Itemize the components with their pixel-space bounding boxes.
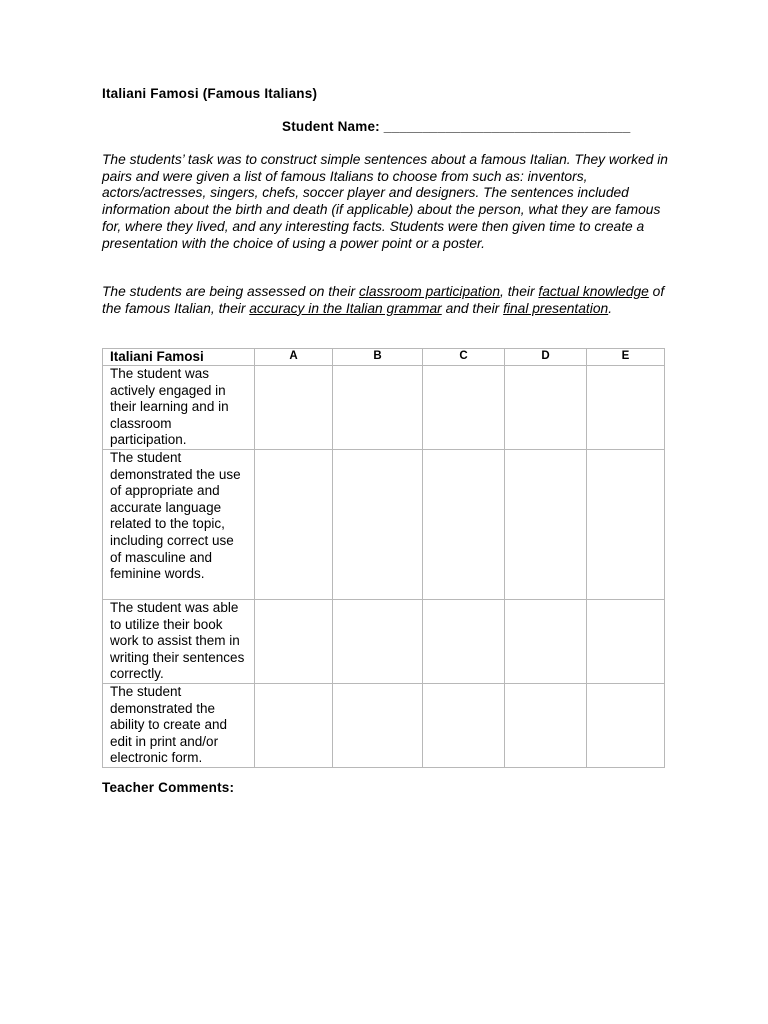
- grade-cell: [255, 366, 333, 450]
- grade-cell: [505, 366, 587, 450]
- grade-cell: [255, 684, 333, 768]
- assessment-underline-grammar: accuracy in the Italian grammar: [249, 300, 442, 316]
- teacher-comments-label: Teacher Comments:: [102, 780, 235, 795]
- grade-cell: [423, 450, 505, 600]
- criterion-language: The student demonstrated the use of appropriate and accurate language related to the topic, including correct use of masculine and feminine words.: [103, 450, 255, 600]
- rubric-header-row: [103, 349, 665, 366]
- assessment-text-5: .: [608, 300, 613, 316]
- grade-cell: [423, 684, 505, 768]
- grade-cell: [505, 684, 587, 768]
- grade-cell: [505, 450, 587, 600]
- grade-cell: [255, 600, 333, 684]
- table-row: [103, 600, 665, 684]
- grade-cell: [587, 450, 665, 600]
- grade-cell: [505, 600, 587, 684]
- grade-cell: [333, 684, 423, 768]
- table-row: [103, 684, 665, 768]
- rubric-header-title: Italiani Famosi: [103, 349, 255, 366]
- grade-header-c: C: [423, 349, 505, 366]
- student-name-label: Student Name: ________________________________: [282, 119, 631, 134]
- assessment-underline-participation: classroom participation: [358, 284, 501, 299]
- grade-cell: [333, 366, 423, 450]
- table-row: [103, 366, 665, 450]
- grade-header-d: D: [505, 349, 587, 366]
- criterion-participation: The student was actively engaged in their learning and in classroom participation.: [103, 366, 255, 450]
- document-title: Italiani Famosi (Famous Italians): [102, 86, 318, 101]
- grade-cell: [333, 450, 423, 600]
- assessment-text-4: and their: [441, 300, 504, 316]
- grade-header-a: A: [255, 349, 333, 366]
- grade-cell: [333, 600, 423, 684]
- criterion-book-work: The student was able to utilize their book work to assist them in writing their sentences correctly.: [103, 600, 255, 684]
- assessment-text-1: The students are being assessed on their: [102, 284, 359, 299]
- task-description: The students’ task was to construct simple sentences about a famous Italian. They worked in pairs and were given a list of famous Italians to choose from such as: inventors, actors/actresses, singers, chefs, soccer player and designers. The sentences included information about the birth and death (if applicable) about the person, what they are famous for, where they lived, and any interesting facts. Students were then given time to create a presentation with the choice of using a power point or a poster.: [102, 152, 668, 251]
- assessment-underline-presentation: final presentation: [503, 300, 609, 316]
- grade-cell: [587, 684, 665, 768]
- assessment-underline-knowledge: factual knowledge: [538, 284, 649, 299]
- grade-cell: [423, 366, 505, 450]
- grade-cell: [423, 600, 505, 684]
- assessment-text-3: of the famous Italian, their: [102, 284, 665, 316]
- grade-header-e: E: [587, 349, 665, 366]
- grade-cell: [587, 600, 665, 684]
- grade-header-b: B: [333, 349, 423, 366]
- table-row: [103, 450, 665, 600]
- grade-cell: [587, 366, 665, 450]
- criterion-create-edit: The student demonstrated the ability to create and edit in print and/or electronic form.: [103, 684, 255, 768]
- rubric-table: [102, 348, 665, 768]
- assessment-description: [102, 284, 672, 317]
- grade-cell: [255, 450, 333, 600]
- assessment-text-2: , their: [500, 284, 539, 299]
